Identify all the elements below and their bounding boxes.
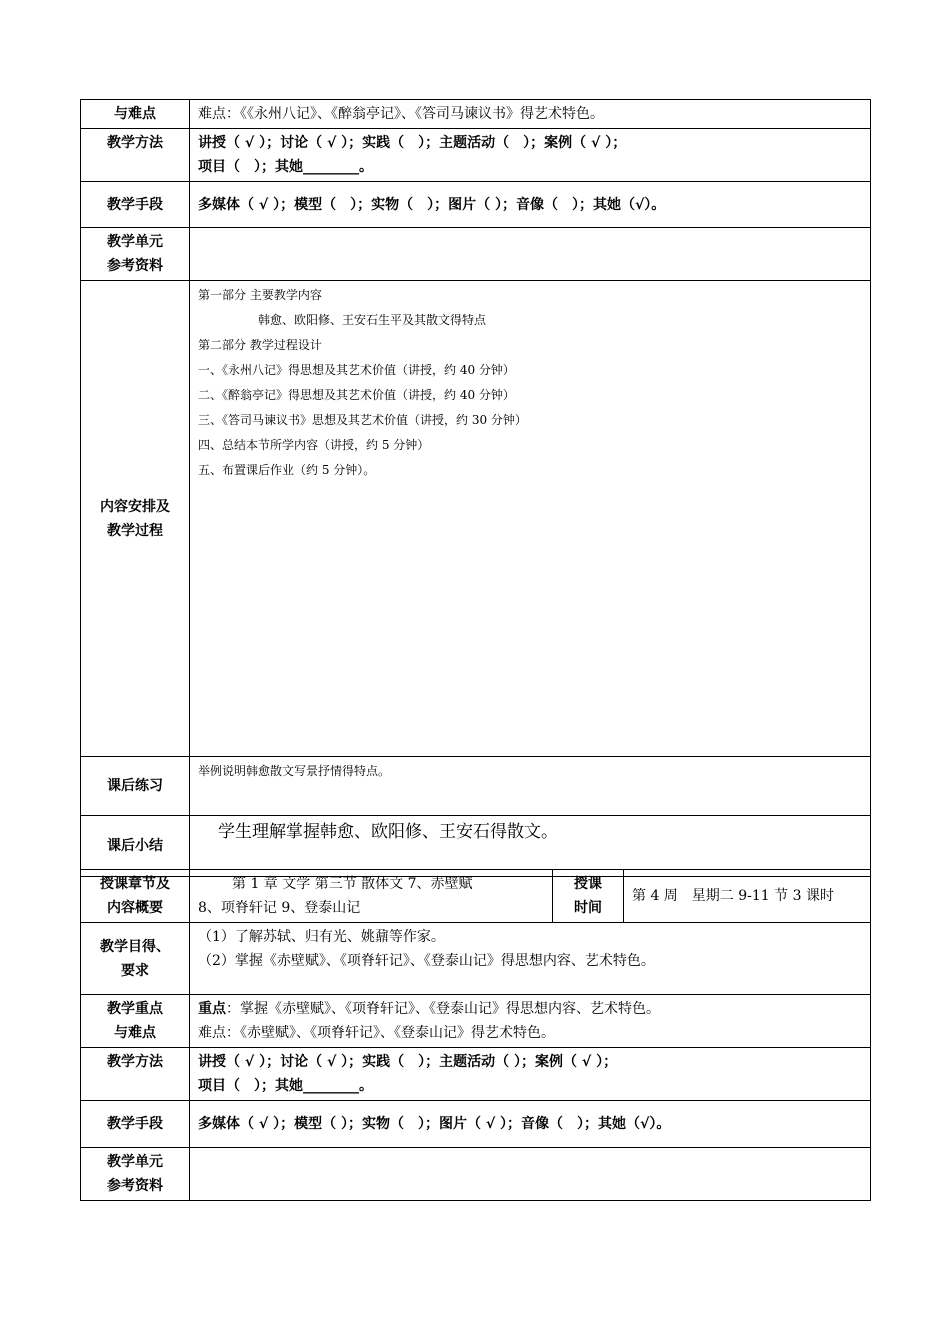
reference-row (81, 1148, 871, 1201)
row-label: 内容安排及 教学过程 (81, 281, 190, 757)
teaching-method-text: 讲授（ √ ）；讨论（ √ ）；实践（ ）；主题活动（ ）；案例（ √ ）； 项目（ ）；其她________。 (190, 1048, 871, 1101)
goal-text: （1）了解苏轼、归有光、姚鼐等作家。 （2）掌握《赤壁赋》、《项脊轩记》、《登泰山记》得思想内容、艺术特色。 (190, 923, 871, 995)
content-line: 第一部分 主要教学内容 (198, 288, 322, 302)
row-label: 与难点 (81, 100, 190, 129)
method-line: 项目（ ）；其她________。 (198, 159, 373, 175)
row-label: 课后小结 (81, 816, 190, 877)
exercise-row (81, 757, 871, 816)
content-line: 三、《答司马谏议书》思想及其艺术价值（讲授，约 30 分钟） (198, 413, 527, 427)
reference-content (190, 1148, 871, 1201)
row-label: 教学手段 (81, 182, 190, 228)
content-line: 五、布置课后作业（约 5 分钟）。 (198, 463, 376, 477)
teaching-method-row (81, 1048, 871, 1101)
teaching-means-text: 多媒体（ √ ）；模型（ ）；实物（ ）；图片（ √ ）；音像（ ）；其她（√）。 (190, 1101, 871, 1148)
content-line: 一、《永州八记》得思想及其艺术价值（讲授，约 40 分钟） (198, 363, 515, 377)
chapter-row (81, 870, 871, 923)
content-text (190, 281, 871, 757)
reference-content (190, 228, 871, 281)
row-label: 课后练习 (81, 757, 190, 816)
row-label: 教学单元 参考资料 (81, 228, 190, 281)
content-line: 二、《醉翁亭记》得思想及其艺术价值（讲授，约 40 分钟） (198, 388, 515, 402)
content-line: 韩愈、欧阳修、王安石生平及其散文得特点 (198, 313, 487, 327)
difficulty-row (81, 100, 871, 129)
goal-row (81, 923, 871, 995)
summary-text: 学生理解掌握韩愈、欧阳修、王安石得散文。 (190, 816, 871, 877)
difficulty-text: 难点：《《永州八记》、《醉翁亭记》、《答司马谏议书》得艺术特色。 (190, 100, 871, 129)
teaching-means-row (81, 182, 871, 228)
teaching-method-text (190, 129, 871, 182)
exercise-text: 举例说明韩愈散文写景抒情得特点。 (190, 757, 871, 816)
teaching-means-row (81, 1101, 871, 1148)
row-label: 教学重点 与难点 (81, 995, 190, 1048)
teaching-means-text: 多媒体（ √ ）；模型（ ）；实物（ ）；图片（ ）；音像（ ）；其她（√）。 (190, 182, 871, 228)
time-label: 授课 时间 (553, 870, 624, 923)
summary-row (81, 816, 871, 877)
row-label: 教学方法 (81, 1048, 190, 1101)
chapter-text: 第 1 章 文学 第三节 散体文 7、赤壁赋 8、项脊轩记 9、登泰山记 (190, 870, 553, 923)
content-row (81, 281, 871, 757)
method-line: 讲授（ √ ）；讨论（ √ ）；实践（ ）；主题活动（ ）；案例（ √ ）； (198, 135, 627, 151)
row-label: 授课章节及 内容概要 (81, 870, 190, 923)
teaching-method-row (81, 129, 871, 182)
content-line: 四、总结本节所学内容（讲授，约 5 分钟） (198, 438, 430, 452)
reference-row (81, 228, 871, 281)
keypoint-text: 重点：掌握《赤壁赋》、《项脊轩记》、《登泰山记》得思想内容、艺术特色。 难点：《赤壁赋》、《项脊轩记》、《登泰山记》得艺术特色。 (190, 995, 871, 1048)
time-value: 第 4 周 星期二 9-11 节 3 课时 (624, 870, 871, 923)
row-label: 教学目得、 要求 (81, 923, 190, 995)
content-line: 第二部分 教学过程设计 (198, 338, 322, 352)
lesson-plan-table (80, 99, 871, 877)
keypoint-row (81, 995, 871, 1048)
row-label: 教学手段 (81, 1101, 190, 1148)
row-label: 教学方法 (81, 129, 190, 182)
lesson-plan-table-2 (80, 869, 871, 1201)
row-label: 教学单元 参考资料 (81, 1148, 190, 1201)
